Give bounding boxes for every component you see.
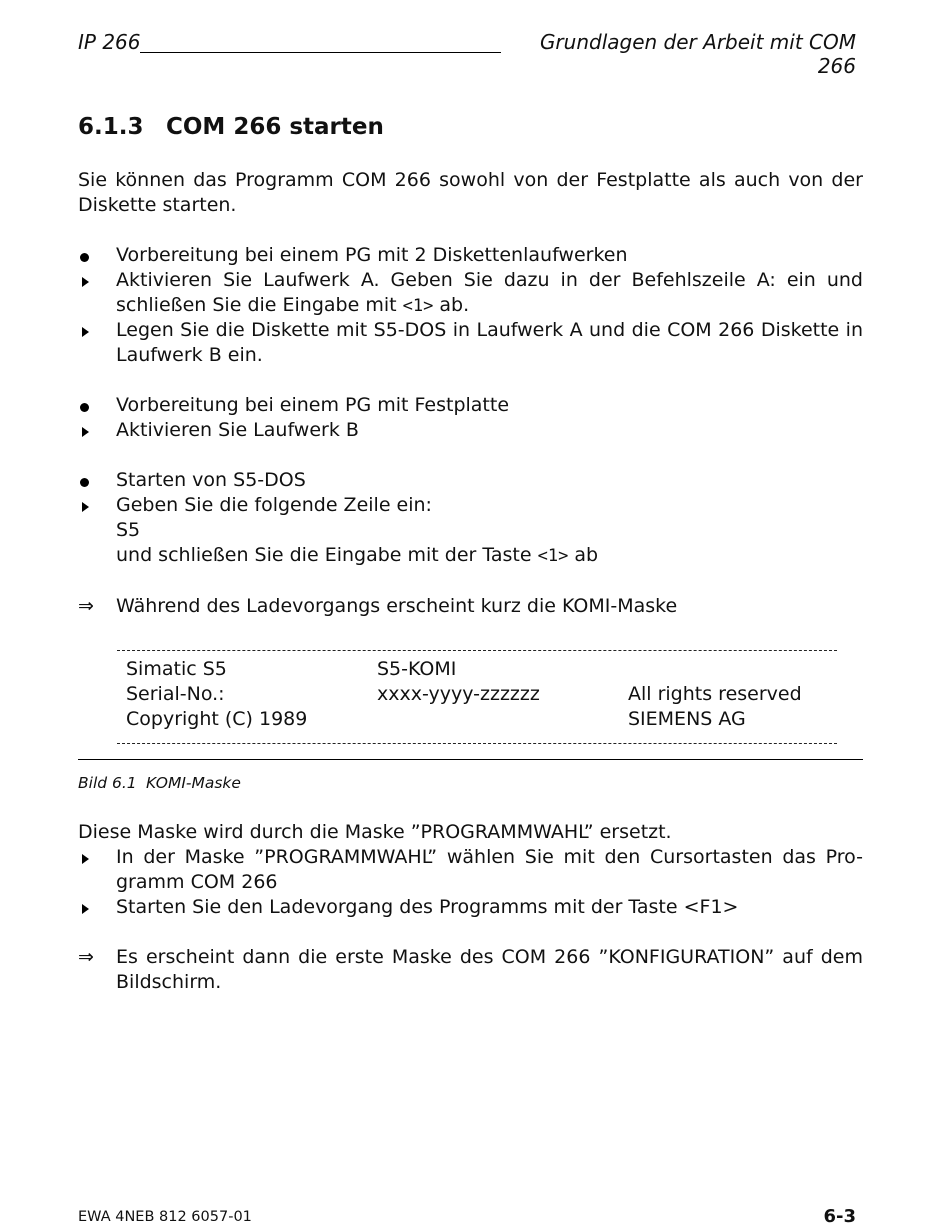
figure-number: Bild 6.1 — [78, 774, 137, 792]
step-text: und schließen Sie die Eingabe mit der Taste — [116, 544, 532, 566]
mask-komi-title: S5-KOMI — [377, 658, 457, 680]
mask-serial-value: xxxx-yyyy-zzzzzz — [377, 683, 540, 705]
step-enter-line: Geben Sie die folgende Zeile ein: — [116, 494, 432, 516]
step-text-end: ab — [574, 544, 599, 566]
step-arrow-icon — [82, 502, 89, 512]
mask-serial-label: Serial-No.: — [126, 683, 225, 705]
step-confirm-enter — [116, 543, 863, 569]
step-arrow-icon — [82, 854, 89, 864]
section-title: COM 266 starten — [166, 114, 384, 140]
mask-bottom-border — [117, 743, 837, 744]
bullet-hard-disk: Vorbereitung bei einem PG mit Festplatte — [116, 394, 510, 416]
step-arrow-icon — [82, 327, 89, 337]
mask-top-border — [117, 650, 837, 651]
footer-doc-number: EWA 4NEB 812 6057-01 — [78, 1209, 252, 1225]
mask-copyright: Copyright (C) 1989 — [126, 708, 308, 730]
key-enter: <1> — [402, 296, 434, 316]
step-text-end: ab. — [439, 294, 470, 316]
header-chapter: Grundlagen der Arbeit mit COM 266 — [539, 30, 856, 78]
result-arrow-icon: ⇒ — [78, 946, 94, 968]
mask-simatic: Simatic S5 — [126, 658, 227, 680]
step-arrow-icon — [82, 904, 89, 914]
section-number: 6.1.3 — [78, 114, 144, 140]
step-arrow-icon — [82, 277, 89, 287]
mask-siemens: SIEMENS AG — [628, 708, 746, 730]
step-activate-drive-b: Aktivieren Sie Laufwerk B — [116, 419, 359, 441]
figure-caption — [78, 774, 241, 792]
result-arrow-icon: ⇒ — [78, 595, 94, 617]
result-komi-mask: Während des Ladevorgangs erscheint kurz die KOMI-Maske — [116, 595, 678, 617]
figure-title: KOMI-Maske — [146, 774, 241, 792]
header-product: IP 266 — [78, 30, 141, 54]
step-select-program: In der Maske ”PROGRAMMWAHL” wählen Sie mit den Cursortasten das Pro-gramm COM 266 — [116, 846, 863, 893]
mask-rights: All rights reserved — [628, 683, 802, 705]
header-rule — [140, 52, 501, 53]
step-insert-diskette: Legen Sie die Diskette mit S5-DOS in Laufwerk A und die COM 266 Diskette in Laufwerk B ein. — [116, 319, 863, 366]
step-arrow-icon — [82, 427, 89, 437]
command-s5: S5 — [116, 519, 141, 541]
step-activate-drive-a — [116, 268, 863, 319]
figure-rule — [78, 759, 863, 760]
bullet-start-s5dos: Starten von S5-DOS — [116, 469, 306, 491]
bullet-icon — [80, 478, 89, 487]
section-heading — [78, 114, 384, 140]
step-text: Aktivieren Sie Laufwerk A. Geben Sie dazu in der Befehlszeile A: ein und schließen Sie die Eingabe mit — [116, 269, 863, 316]
result-configuration: Es erscheint dann die erste Maske des COM 266 ”KONFIGURATION” auf dem Bildschirm. — [116, 946, 863, 993]
key-enter: <1> — [537, 546, 569, 566]
after-mask-paragraph: Diese Maske wird durch die Maske ”PROGRAMMWAHL” ersetzt. — [78, 821, 672, 843]
key-f1: <F1> — [683, 896, 739, 918]
footer-page-number: 6-3 — [823, 1206, 856, 1227]
bullet-two-drives: Vorbereitung bei einem PG mit 2 Diskettenlaufwerken — [116, 244, 628, 266]
step-start-loading — [116, 895, 863, 920]
bullet-icon — [80, 253, 89, 262]
intro-paragraph: Sie können das Programm COM 266 sowohl von der Festplatte als auch von der Diskette starten. — [78, 169, 863, 216]
bullet-icon — [80, 403, 89, 412]
step-text: Starten Sie den Ladevorgang des Programms mit der Taste — [116, 896, 678, 918]
